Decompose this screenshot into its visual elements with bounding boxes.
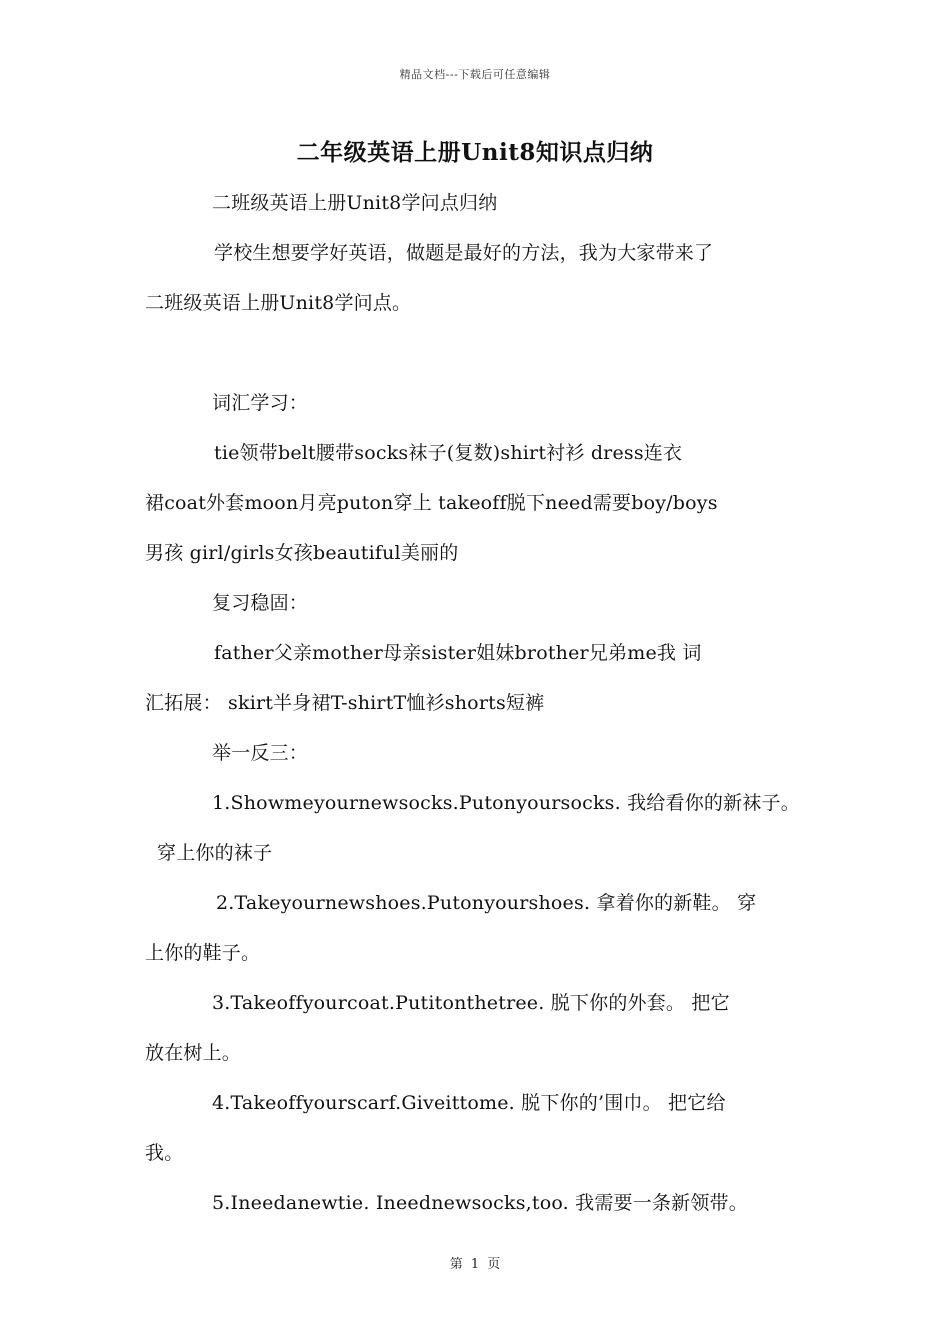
example-2-line-2: 上你的鞋子。 (145, 942, 261, 964)
review-line-2: 汇拓展： skirt半身裙T-shirtT恤衫shorts短裤 (145, 692, 545, 714)
example-3-line-1: 3.Takeoffyourcoat.Putitonthetree. 脱下你的外套。 把它 (212, 992, 730, 1014)
page-header-note: 精品文档---下载后可任意编辑 (399, 68, 551, 81)
vocab-line-1: tie领带belt腰带socks袜子(复数)shirt衬衫 dress连衣 (214, 442, 683, 464)
example-2-line-1: 2.Takeyournewshoes.Putonyourshoes. 拿着你的新鞋。 穿 (216, 892, 757, 914)
vocab-line-3: 男孩 girl/girls女孩beautiful美丽的 (145, 542, 459, 564)
review-line-1: father父亲mother母亲sister姐妹brother兄弟me我 词 (214, 642, 702, 664)
example-4-line-1: 4.Takeoffyourscarf.Giveittome. 脱下你的’围巾。 把它给 (212, 1092, 726, 1114)
vocab-heading: 词汇学习： (212, 392, 309, 414)
page-number: 第 1 页 (449, 1257, 501, 1272)
intro-line-1: 学校生想要学好英语，做题是最好的方法，我为大家带来了 (214, 242, 714, 264)
example-4-line-2: 我。 (145, 1142, 184, 1164)
example-1-line-1: 1.Showmeyournewsocks.Putonyoursocks. 我给看你的新袜子。 (212, 792, 800, 814)
example-3-line-2: 放在树上。 (145, 1042, 242, 1064)
vocab-line-2: 裙coat外套moon月亮puton穿上 takeoff脱下need需要boy/boys (145, 492, 718, 514)
subtitle-line: 二班级英语上册Unit8学问点归纳 (212, 192, 498, 214)
example-1-line-2: 穿上你的袜子 (157, 842, 273, 864)
intro-line-2: 二班级英语上册Unit8学问点。 (145, 292, 412, 314)
review-heading: 复习稳固： (212, 592, 309, 614)
examples-heading: 举一反三： (212, 742, 309, 764)
document-title: 二年级英语上册Unit8知识点归纳 (296, 139, 654, 166)
example-5-line-1: 5.Ineedanewtie. Ineednewsocks,too. 我需要一条新领带。 (212, 1192, 748, 1214)
